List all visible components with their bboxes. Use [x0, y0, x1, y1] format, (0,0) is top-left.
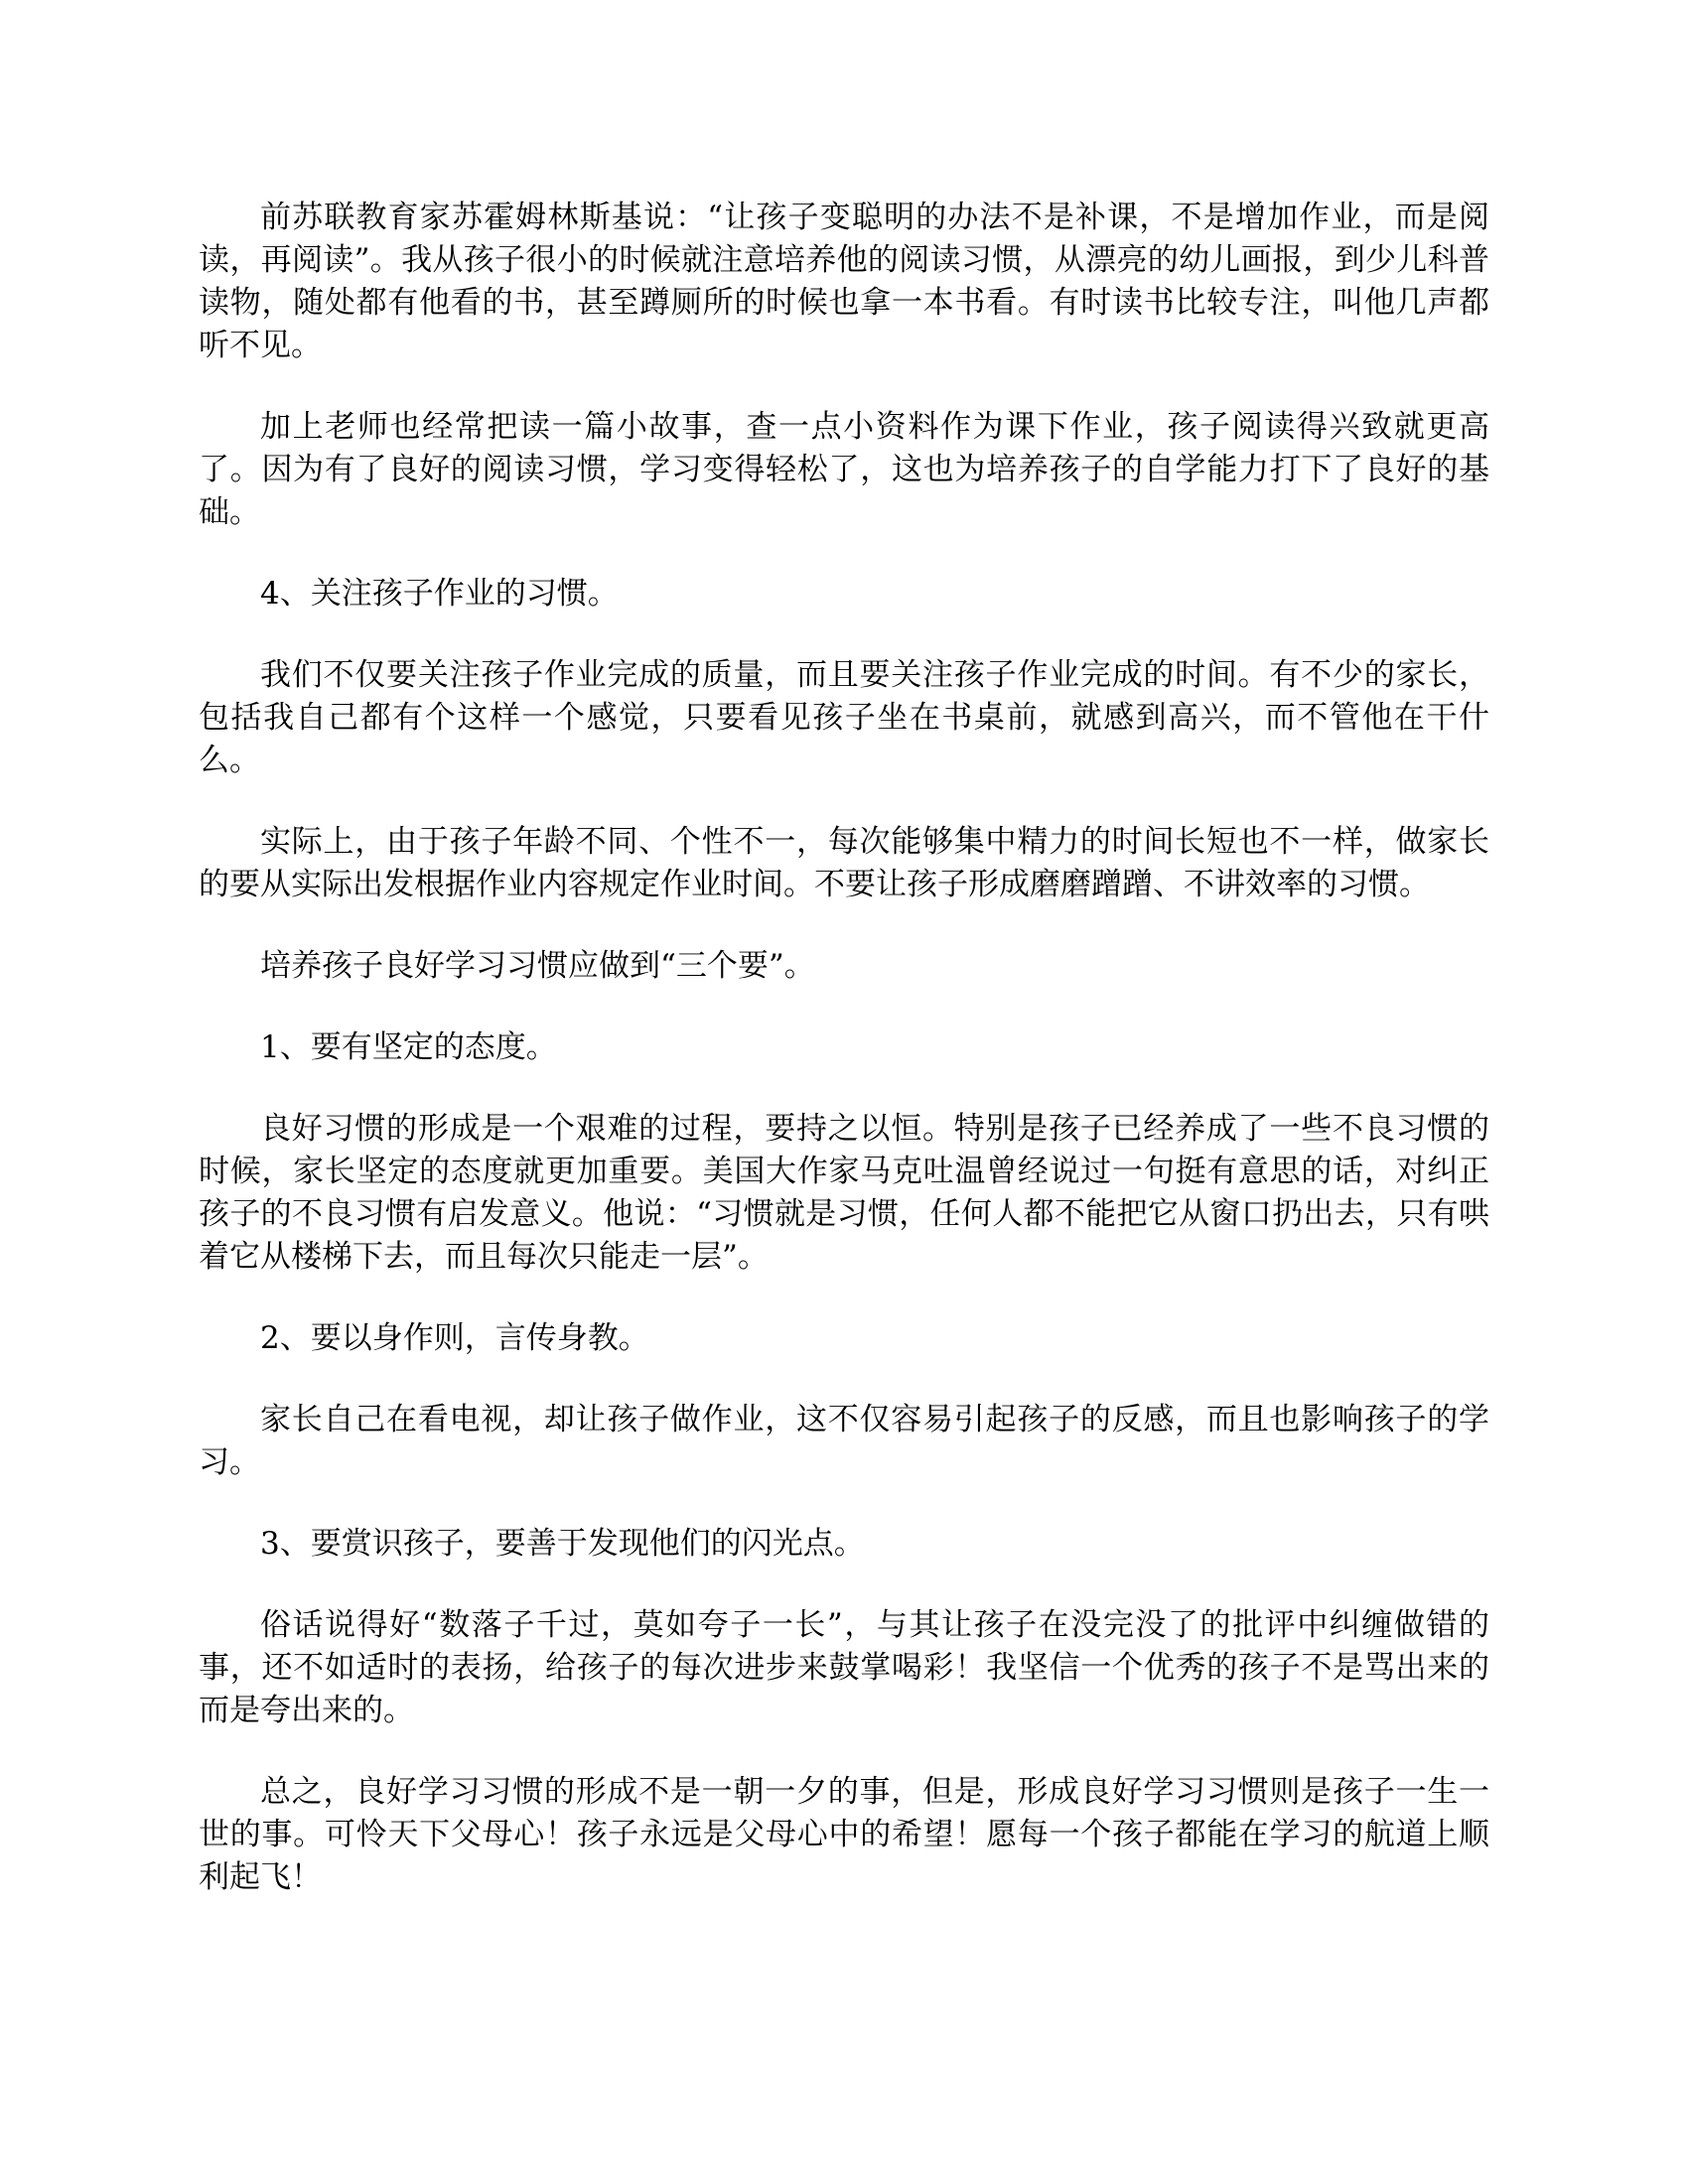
paragraph-conclusion: 总之，良好学习习惯的形成不是一朝一夕的事，但是，形成良好学习习惯则是孩子一生一世的事。可怜天下父母心！孩子永远是父母心中的希望！愿每一个孩子都能在学习的航道上顺利起飞！: [199, 1774, 1489, 1895]
paragraph-appreciate-child: 俗话说得好“数落子千过，莫如夸子一长”，与其让孩子在没完没了的批评中纠缠做错的事，还不如适时的表扬，给孩子的每次进步来鼓掌喝彩！我坚信一个优秀的孩子不是骂出来的而是夸出来的。: [199, 1607, 1489, 1728]
paragraph-firm-attitude: 良好习惯的形成是一个艰难的过程，要持之以恒。特别是孩子已经养成了一些不良习惯的时候，家长坚定的态度就更加重要。美国大作家马克吐温曾经说过一句挺有意思的话，对纠正孩子的不良习惯有启发意义。他说：“习惯就是习惯，任何人都不能把它从窗口扔出去，只有哄着它从楼梯下去，而且每次只能走一层”。: [199, 1111, 1489, 1275]
document-body: [199, 197, 1489, 1938]
paragraph-homework-quality: 我们不仅要关注孩子作业完成的质量，而且要关注孩子作业完成的时间。有不少的家长，包括我自己都有个这样一个感觉，只要看见孩子坐在书桌前，就感到高兴，而不管他在干什么。: [199, 657, 1489, 778]
paragraph-lead-by-example: 家长自己在看电视，却让孩子做作业，这不仅容易引起孩子的反感，而且也影响孩子的学习。: [199, 1402, 1489, 1480]
subheading-firm-attitude: 1、要有坚定的态度。: [260, 1029, 557, 1065]
section-heading-homework-habit: 4、关注孩子作业的习惯。: [260, 576, 619, 612]
paragraph-reading-habit: 前苏联教育家苏霍姆林斯基说：“让孩子变聪明的办法不是补课，不是增加作业，而是阅读，再阅读”。我从孩子很小的时候就注意培养他的阅读习惯，从漂亮的幼儿画报，到少儿科普读物，随处都有他看的书，甚至蹲厕所的时候也拿一本书看。有时读书比较专注，叫他几声都听不见。: [199, 200, 1489, 363]
section-heading-three-musts: 培养孩子良好学习习惯应做到“三个要”。: [260, 948, 815, 984]
subheading-lead-by-example: 2、要以身作则，言传身教。: [260, 1320, 649, 1356]
subheading-appreciate-child: 3、要赏识孩子，要善于发现他们的闪光点。: [260, 1526, 865, 1562]
paragraph-homework-time: 实际上，由于孩子年龄不同、个性不一，每次能够集中精力的时间长短也不一样，做家长的要从实际出发根据作业内容规定作业时间。不要让孩子形成磨磨蹭蹭、不讲效率的习惯。: [199, 824, 1489, 902]
paragraph-homework-reading: 加上老师也经常把读一篇小故事，查一点小资料作为课下作业，孩子阅读得兴致就更高了。因为有了良好的阅读习惯，学习变得轻松了，这也为培养孩子的自学能力打下了良好的基础。: [199, 409, 1489, 530]
